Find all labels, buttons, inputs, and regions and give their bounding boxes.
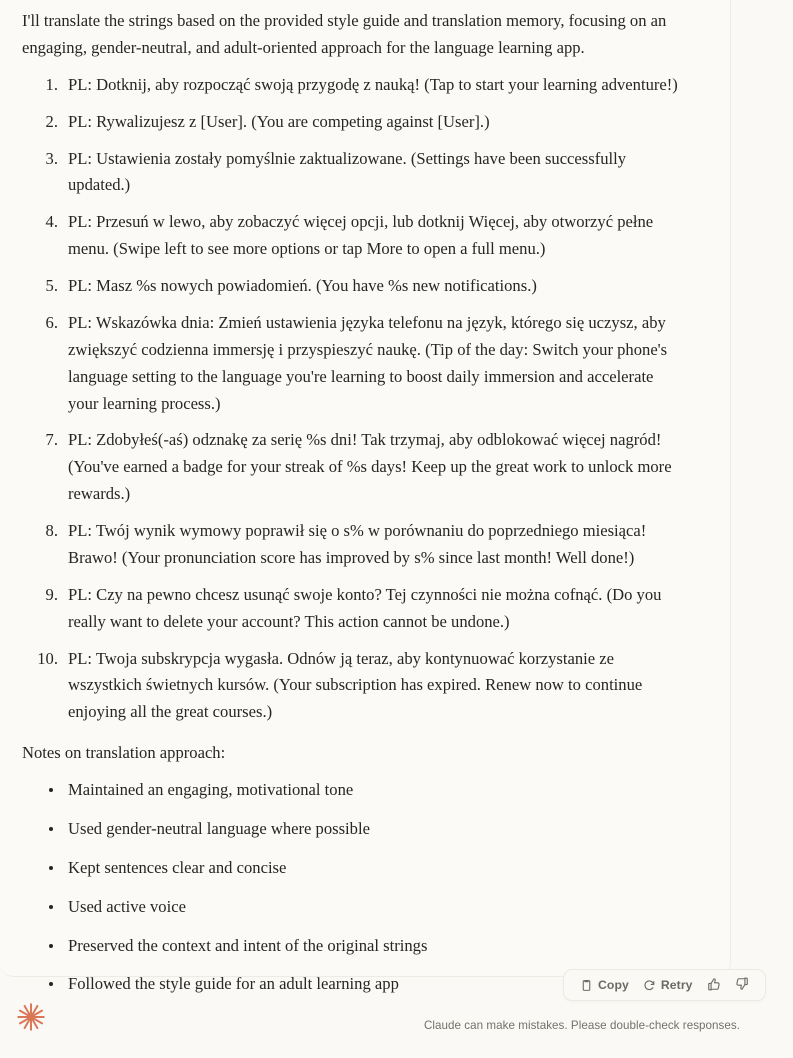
list-item-text: PL: Ustawienia zostały pomyślnie zaktualizowane. (Settings have been successfully updated.) [68, 148, 627, 195]
translated-strings-list [22, 72, 684, 726]
list-item-text: Kept sentences clear and concise [68, 857, 287, 877]
retry-button-label: Retry [660, 978, 693, 992]
list-item-text: Preserved the context and intent of the original strings [68, 935, 428, 955]
thumbs-up-button[interactable] [701, 973, 727, 997]
list-item-text: Used gender-neutral language where possible [68, 818, 370, 838]
list-item [22, 933, 684, 960]
list-item [22, 894, 684, 921]
clipboard-icon [580, 979, 593, 992]
list-item [22, 427, 684, 508]
list-item [22, 646, 684, 727]
disclaimer-text: Claude can make mistakes. Please double-check responses. [424, 1019, 740, 1032]
refresh-icon [643, 979, 656, 992]
list-item-text: Used active voice [68, 896, 186, 916]
list-item-text: Followed the style guide for an adult learning app [68, 974, 399, 994]
thumbs-up-icon [707, 977, 721, 994]
list-item-text: Maintained an engaging, motivational tone [68, 780, 354, 799]
list-item [22, 109, 684, 136]
message-actions-toolbar [563, 969, 766, 1001]
copy-button[interactable] [574, 973, 635, 997]
list-item [22, 777, 684, 804]
list-item-text: PL: Rywalizujesz z [User]. (You are competing against [User].) [68, 111, 490, 131]
list-item [22, 310, 684, 418]
list-item-text: PL: Przesuń w lewo, aby zobaczyć więcej opcji, lub dotknij Więcej, aby otworzyć pełne menu. (Swipe left to see more options or tap More to open a full menu.) [68, 212, 654, 259]
list-item-text: PL: Twój wynik wymowy poprawił się o s% w porównaniu do poprzedniego miesiąca! Brawo! (Your pronunciation score has improved by s% since last month! Well done!) [68, 521, 647, 567]
thumbs-down-icon [735, 977, 749, 994]
list-item [22, 72, 684, 99]
list-item-text: PL: Dotknij, aby rozpocząć swoją przygodę z nauką! (Tap to start your learning adventure!) [68, 74, 678, 94]
retry-button[interactable] [637, 973, 699, 997]
list-item [22, 209, 684, 263]
list-item-text: PL: Wskazówka dnia: Zmień ustawienia języka telefonu na język, którego się uczysz, aby zwiększyć codzienna immersję i przyspieszyć naukę. (Tip of the day: Switch your phone's language setting to the language you're learning to boost daily immersion and accelerate your learning process.) [68, 312, 668, 413]
list-item-text: PL: Twoja subskrypcja wygasła. Odnów ją teraz, aby kontynuować korzystanie ze wszystkich świetnych kursów. (Your subscription has expired. Renew now to continue enjoying all the great courses.) [68, 648, 643, 722]
list-item [22, 518, 684, 572]
list-item-text: PL: Masz %s nowych powiadomień. (You have %s new notifications.) [68, 276, 537, 295]
list-item [22, 146, 684, 200]
message-content [22, 8, 684, 998]
list-item-text: PL: Zdobyłeś(-aś) odznakę za serię %s dni! Tak trzymaj, aby odblokować więcej nagród! (You've earned a badge for your streak of %s days! Keep up the great work to unlock more rewards.) [68, 430, 672, 504]
list-item-text: PL: Czy na pewno chcesz usunąć swoje konto? Tej czynności nie można cofnąć. (Do you really want to delete your account? This action cannot be undone.) [68, 584, 662, 631]
notes-heading: Notes on translation approach: [22, 743, 226, 763]
thumbs-down-button[interactable] [729, 973, 755, 997]
list-item [22, 273, 684, 300]
list-item [22, 582, 684, 636]
list-item [22, 816, 684, 843]
list-item [22, 855, 684, 882]
notes-list [22, 777, 684, 998]
intro-paragraph: I'll translate the strings based on the provided style guide and translation memory, focusing on an engaging, gender-neutral, and adult-oriented approach for the language learning app. [22, 11, 667, 57]
copy-button-label: Copy [598, 978, 629, 992]
